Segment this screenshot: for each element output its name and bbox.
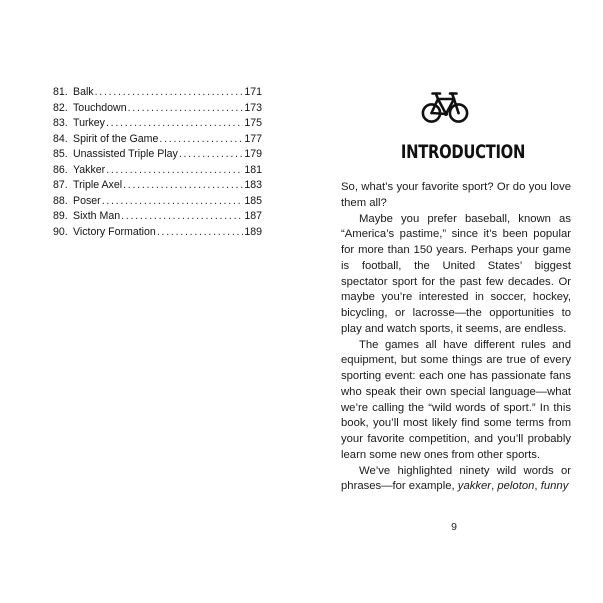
separator: , [491, 480, 498, 493]
toc-dot-leader [123, 178, 243, 194]
toc-entry-number: 85. [53, 148, 68, 160]
toc-entry-page: 171 [244, 86, 262, 98]
toc-entry-title: Unassisted Triple Play [73, 148, 178, 160]
bicycle-icon [421, 90, 469, 124]
paragraph [341, 464, 571, 496]
toc-entry-title: Yakker [73, 163, 106, 176]
toc-entry-number: 87. [53, 179, 68, 191]
toc-entry-title: Balk [73, 86, 94, 98]
toc-entry[interactable] [53, 178, 262, 194]
toc-entry-number: 86. [53, 163, 68, 176]
toc-entry[interactable] [53, 147, 262, 163]
italic-term: yakker [457, 480, 492, 493]
toc-entry-title: Victory Formation [73, 225, 156, 238]
toc-entry-title: Sixth Man [73, 210, 121, 222]
chapter-title: INTRODUCTION [400, 141, 526, 163]
paragraph: So, what’s your favorite sport? Or do you love them all? [341, 181, 571, 209]
toc-dot-leader [157, 225, 243, 241]
toc-entry[interactable] [53, 85, 262, 101]
toc-entry-number: 88. [53, 194, 68, 207]
toc-dot-leader [179, 147, 244, 163]
toc-entry[interactable] [53, 163, 262, 179]
toc-dot-leader [106, 116, 243, 132]
paragraph-text: We’ve highlighted ninety wild words or phrases—for example, [341, 464, 571, 493]
toc-entry-page: 175 [244, 117, 262, 129]
toc-entry-number: 81. [53, 86, 68, 98]
toc-entry-number: 90. [53, 225, 68, 238]
toc-entry-number: 89. [53, 210, 68, 222]
toc-entry-page: 187 [244, 210, 262, 222]
toc-dot-leader [121, 209, 243, 225]
toc-entry-page: 183 [244, 179, 262, 191]
italic-term: peloton [497, 480, 535, 493]
toc-entry-number: 83. [53, 117, 68, 129]
toc-dot-leader [128, 101, 244, 117]
right-page [301, 0, 603, 603]
toc-entry-title: Touchdown [73, 101, 127, 114]
toc-entry-number: 82. [53, 101, 68, 114]
table-of-contents [53, 85, 262, 240]
toc-dot-leader [159, 132, 243, 148]
paragraph: The games all have different rules and equipment, but some things are true of every sporting event: each one has passionate fans who speak their own special language—what we’re calling the “wild words of sport.” In this book, you’ll most likely find some terms from your favorite competition, and you’ll probably learn some new ones from other sports. [341, 338, 571, 461]
toc-entry[interactable] [53, 101, 262, 117]
toc-entry[interactable] [53, 132, 262, 148]
toc-entry[interactable] [53, 225, 262, 241]
toc-entry-page: 185 [244, 194, 262, 207]
toc-entry[interactable] [53, 116, 262, 132]
toc-entry-title: Turkey [73, 117, 105, 129]
toc-dot-leader [95, 85, 244, 101]
toc-dot-leader [106, 163, 243, 179]
toc-entry-title: Poser [73, 194, 101, 207]
toc-entry-page: 177 [244, 132, 262, 145]
toc-entry[interactable] [53, 194, 262, 210]
toc-dot-leader [102, 194, 244, 210]
toc-entry[interactable] [53, 209, 262, 225]
toc-entry-page: 181 [244, 163, 262, 176]
italic-term: funny [540, 480, 569, 493]
toc-entry-page: 179 [244, 148, 262, 160]
toc-entry-number: 84. [53, 132, 68, 145]
page-number: 9 [451, 521, 457, 533]
separator: , [534, 480, 541, 493]
toc-entry-title: Triple Axel [73, 179, 123, 191]
toc-entry-page: 173 [244, 101, 262, 114]
paragraph: Maybe you prefer baseball, known as “America’s pastime,” since it’s been popular for more than 150 years. Perhaps your game is football, the United States’ biggest spectator sport for the past few decades. Or maybe you’re interested in soccer, hockey, bicycling, or lacrosse—the opportunities to play and watch sports, it seems, are endless. [341, 212, 571, 335]
toc-entry-title: Spirit of the Game [73, 132, 159, 145]
toc-entry-page: 189 [244, 225, 262, 238]
left-page [0, 0, 301, 603]
body-text [341, 180, 571, 495]
